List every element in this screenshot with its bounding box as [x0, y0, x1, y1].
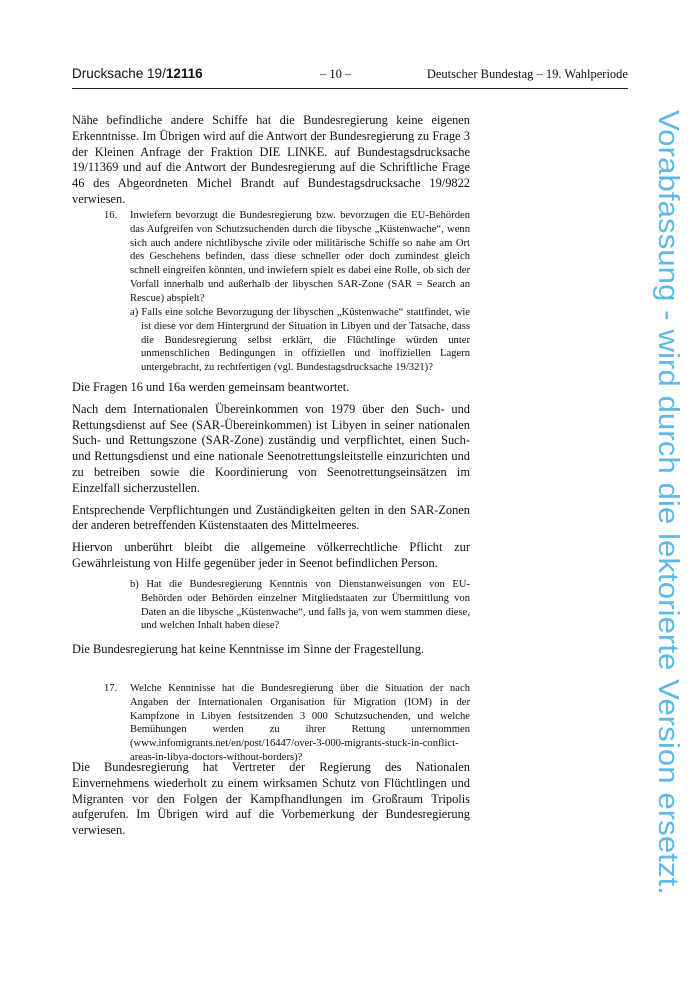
question-16-text: Inwiefern bevorzugt die Bundesregierung bzw. bevorzugen die EU-Behörden das Aufgreifen von Schutzsuchenden durch die libysche „Küstenwache“, wenn sich auch andere nichtlibysche zivile oder militärische Schiffe so nahe am Ort des Geschehens befinden, dass diese schneller oder doch zumindest gleich schnell eingreifen könnten, und inwiefern spielt es dabei eine Rolle, ob sich der Vorfall innerhalb und außerhalb der libyschen SAR-Zone (SAR = Search an Rescue) abspielt? — [130, 210, 470, 304]
intro-paragraph: Nähe befindliche andere Schiffe hat die Bundesregierung keine eigenen Erkenntnisse. Im Übrigen wird auf die Antwort der Bundesregierung zu Frage 3 der Kleinen Anfrage der Fraktion DIE LINKE. auf Bundestagsdrucksache 19/11369 und auf die Antwort der Bundesregierung auf die Schriftliche Frage 46 des Abgeordneten Michel Brandt auf Bundestagsdrucksache 19/9822 verwiesen. — [72, 113, 470, 206]
question-16a-text: a) Falls eine solche Bevorzugung der libyschen „Küstenwache“ stattfindet, wie ist diese vor dem Hintergrund der Situation in Libyen und der Tatsache, dass die Bundesregierung selbst erklärt, die Flüchtlinge würden unter unmenschlichen Bedingungen in offiziellen und inoffiziellen Lagern untergebracht, zu rechtfertigen (vgl. Bundestagsdrucksache 19/321)? — [130, 307, 470, 374]
question-16b-text: b) Hat die Bundesregierung Kenntnis von Dienstanweisungen von EU-Behörden oder Behörden einzelner Mitgliedstaaten zur Übermittlung von Daten an die libysche „Küstenwache“, und falls ja, von wem stammen diese, und welchen Inhalt haben diese? — [130, 579, 470, 632]
answer-16-other-states: Entsprechende Verpflichtungen und Zuständigkeiten gelten in den SAR-Zonen der anderen betreffenden Küstenstaaten des Mittelmeeres. — [72, 502, 470, 533]
watermark-text: Vorabfassung - wird durch die lektorierte Version ersetzt. — [652, 110, 684, 837]
doc-number: 12116 — [165, 66, 203, 81]
publisher: Deutscher Bundestag – 19. Wahlperiode — [426, 67, 628, 81]
draft-watermark — [642, 110, 692, 900]
answer-16b: Die Bundesregierung hat keine Kenntnisse im Sinne der Fragestellung. — [72, 642, 425, 656]
question-17-number: 17. — [104, 683, 118, 694]
doc-label: Drucksache — [72, 66, 144, 81]
doc-number-prefix: 19/ — [147, 66, 166, 81]
document-id — [72, 66, 203, 81]
question-17-text: Welche Kenntnisse hat die Bundesregierung über die Situation der nach Angaben der Internationalen Organisation für Migration (IOM) in der Kampfzone in Libyen festsitzenden 3 000 Schutzsuchenden, und welche Bemühungen werden zu ihrer Rettung unternommen (www.infomigrants.net/en/post/16447/over-3-000-migrants-stuck-in-conflict-areas-in-libya-doctors-without-borders)? — [130, 683, 470, 763]
page-number: – 10 – — [320, 67, 352, 81]
question-16-number: 16. — [104, 210, 118, 221]
answer-16-sar-convention: Nach dem Internationalen Übereinkommen von 1979 über den Such- und Rettungsdienst auf See (SAR-Übereinkommen) ist Libyen in seiner nationalen Such- und Rettungszone (SAR-Zone) zuständig und verpflichtet, einen Such- und Rettungsdienst und eine nationale Seenotrettungsleitstelle einzurichten und zu betreiben sowie die Koordinierung von Seenotrettungseinsätzen im Einzelfall sicherzustellen. — [72, 401, 470, 495]
answer-16-rescue-duty: Hiervon unberührt bleibt die allgemeine völkerrechtliche Pflicht zur Gewährleistung von Hilfe gegenüber jeder in Seenot befindlichen Person. — [72, 540, 470, 570]
watermark-svg — [642, 110, 692, 900]
page-header — [72, 66, 628, 89]
answer-16-intro: Die Fragen 16 und 16a werden gemeinsam beantwortet. — [72, 380, 350, 394]
answer-16-paragraphs — [72, 380, 470, 578]
answer-17: Die Bundesregierung hat Vertreter der Regierung des Nationalen Einvernehmens wiederholt zu einem wirksamen Schutz von Flüchtlingen und Migranten vor den Folgen der Kampfhandlungen im Großraum Tripolis aufgerufen. Im Übrigen wird auf die Vorbemerkung der Bundesregierung verwiesen. — [72, 760, 470, 838]
